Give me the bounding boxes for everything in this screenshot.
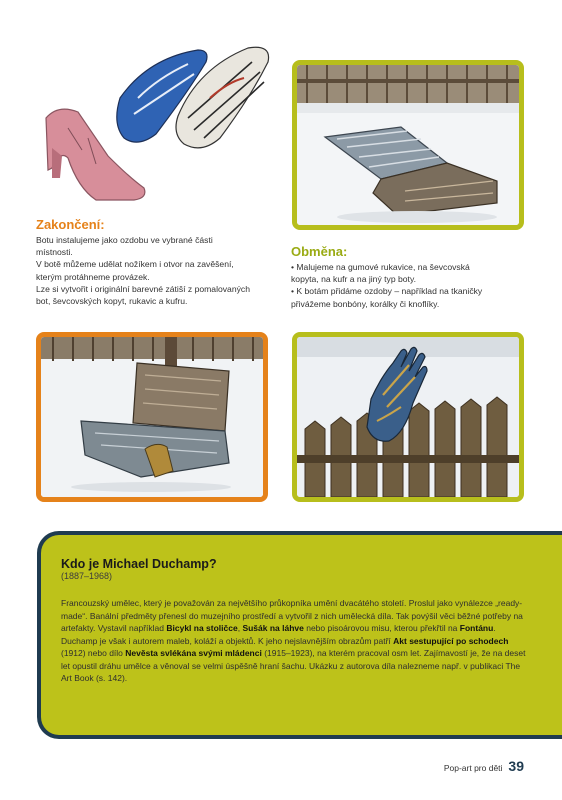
info-box-duchamp [37, 531, 562, 739]
photo-open-suitcase [36, 332, 268, 502]
variation-section [291, 244, 531, 310]
work-title: Bicykl na stoličce [166, 623, 238, 633]
ending-line: bot, ševcovských kopyt, rukavic a kufru. [36, 296, 188, 307]
work-title: Nevěsta svlékána svými mládenci [125, 648, 262, 658]
variation-line: přivážeme bonbóny, korálky či knoflíky. [291, 298, 440, 309]
info-text: (1915–1923), na kterém pracoval osm let. Zajímavostí je, že na deset let opustil dráhu umělce a věnoval se velmi úspěšně hraní šachu. Ukázku z autorova díla nalezneme např. v publikaci The Art Book (s. 142). [61, 648, 526, 683]
painted-shoes-image [38, 38, 278, 208]
open-suitcase-image [41, 337, 263, 497]
info-text: Duchamp je však i autorem maleb, koláží a objektů. K jeho nejslavnějším obrazům patří [61, 635, 394, 646]
ending-section [36, 217, 276, 307]
info-title: Kdo je Michael Duchamp? [61, 557, 217, 571]
info-content [61, 557, 531, 685]
info-paragraph-1 [61, 597, 531, 635]
info-text: nebo pisoárovou misu, kterou překřtil na [303, 623, 460, 633]
work-title: Sušák na láhve [242, 623, 304, 633]
info-text: , [237, 623, 243, 633]
variation-line: • K botám přidáme ozdoby – například na tkaničky [291, 286, 483, 297]
info-text: . [493, 623, 496, 633]
suitcase-snow-image [297, 65, 519, 225]
work-title: Akt sestupující po schodech [393, 635, 509, 646]
ending-title: Zakončení: [36, 217, 105, 232]
variation-title: Obměna: [291, 244, 348, 259]
ending-text [36, 234, 276, 307]
ending-line: kterým protáhneme provázek. [36, 271, 150, 282]
photo-suitcase-snow [292, 60, 524, 230]
footer-label: Pop-art pro děti [443, 763, 503, 773]
info-paragraph-2 [61, 635, 531, 685]
info-text: (1912) nebo dílo [61, 648, 126, 658]
ending-line: místnosti. [36, 247, 73, 258]
work-title: Fontánu [459, 623, 494, 633]
variation-line: kopyta, na kufr a na jiný typ boty. [291, 274, 416, 285]
page-number: 39 [508, 758, 524, 774]
glove-fence-image [297, 337, 519, 497]
info-text: Francouzský umělec, který je považován za největšího průkopníka umění dvacátého století. Proslul jako vynálezce „ready-made“. Banální předměty přenesl do muzejního prostředí a vytvořil z nich umělecká díla. Tak povýšil věci běžné potřeby na artefakty. Vystavil například [61, 598, 523, 633]
photo-painted-shoes [38, 38, 278, 208]
variation-line: • Malujeme na gumové rukavice, na ševcovská [291, 262, 470, 272]
ending-line: V botě můžeme udělat nožíkem i otvor na zavěšení, [36, 259, 234, 270]
photo-glove-fence [292, 332, 524, 502]
page-footer [444, 758, 524, 774]
info-years: (1887–1968) [61, 571, 113, 581]
ending-line: Botu instalujeme jako ozdobu ve vybrané části [36, 235, 213, 245]
ending-line: Lze si vytvořit i originální barevné zátiší z pomalovaných [36, 283, 250, 294]
variation-text [291, 261, 531, 310]
